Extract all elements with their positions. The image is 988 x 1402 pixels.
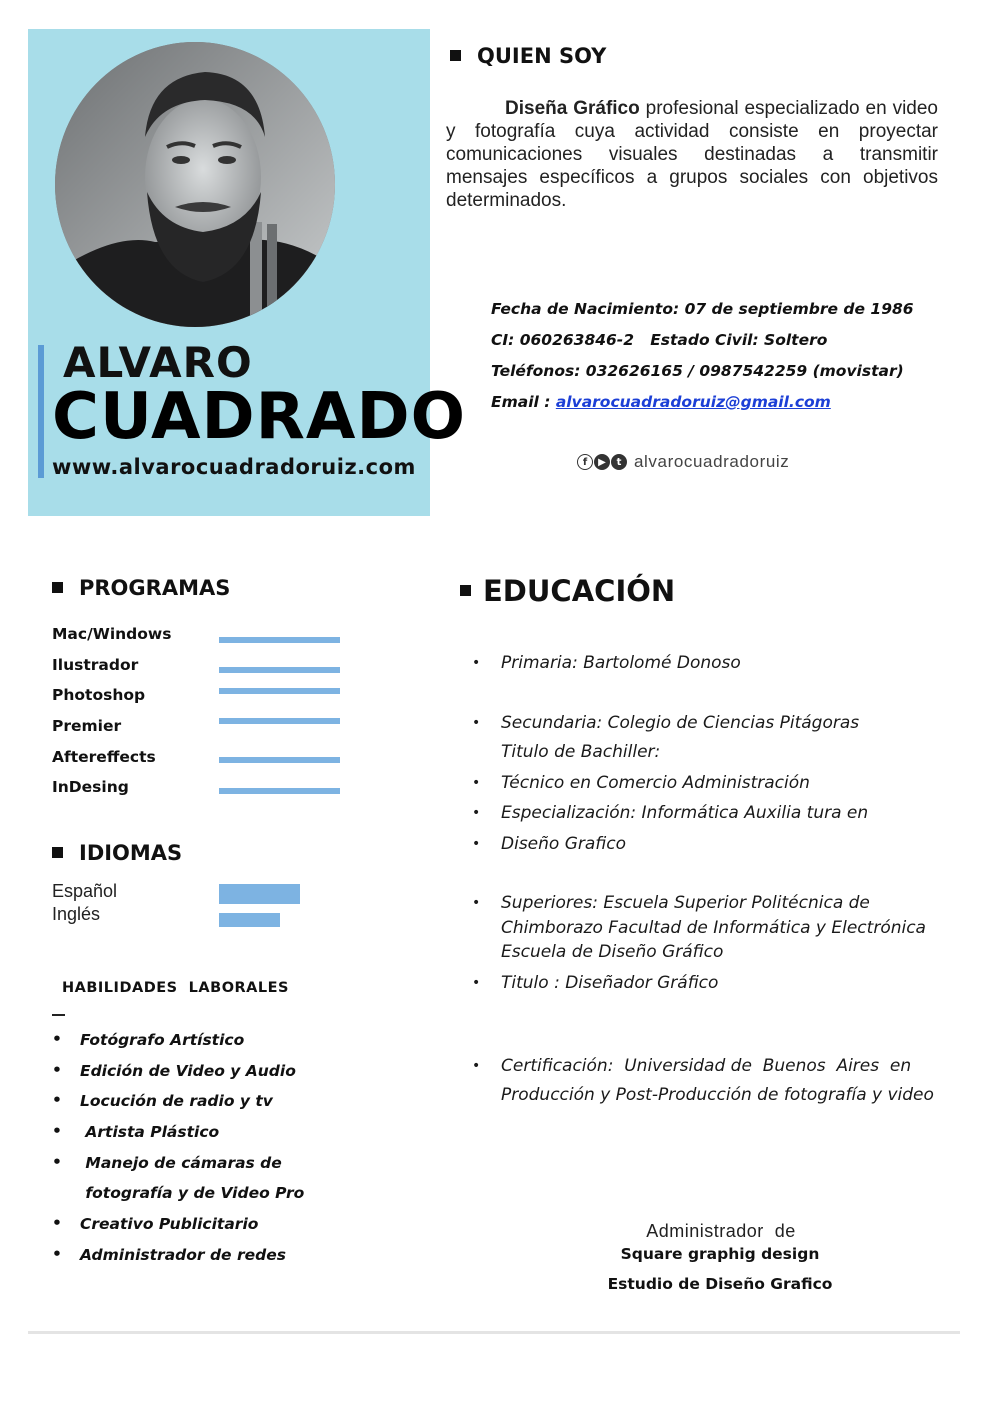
- skills-divider: [52, 1014, 65, 1016]
- program-row: [52, 656, 352, 676]
- program-label: Ilustrador: [52, 656, 139, 674]
- program-row: [52, 717, 352, 737]
- first-name: ALVARO: [63, 338, 253, 387]
- program-level-bar: [219, 688, 340, 694]
- email-label: Email :: [491, 393, 556, 411]
- email-row: [491, 387, 914, 418]
- bullet-icon: •: [472, 655, 481, 671]
- bullet-icon: •: [472, 775, 481, 791]
- website-link[interactable]: www.alvarocuadradoruiz.com: [52, 455, 416, 479]
- admin-role: Administrador de: [646, 1221, 796, 1241]
- language-label: Español: [52, 881, 118, 901]
- program-label: InDesing: [52, 778, 129, 796]
- section-square-icon: [460, 585, 471, 596]
- language-level-bar: [219, 913, 280, 927]
- language-label: Inglés: [52, 904, 101, 924]
- bullet-icon: •: [472, 836, 481, 852]
- section-square-icon: [450, 50, 461, 61]
- education-title-text: EDUCACIÓN: [483, 574, 676, 608]
- education-section-title: [460, 574, 675, 608]
- program-level-bar: [219, 788, 340, 794]
- bullet-icon: •: [52, 1091, 62, 1109]
- program-row: [52, 748, 352, 768]
- language-level-bar: [219, 884, 300, 904]
- program-level-bar: [219, 667, 340, 673]
- section-square-icon: [52, 582, 63, 593]
- social-handle[interactable]: alvarocuadradoruiz: [634, 452, 790, 471]
- languages-title-text: IDIOMAS: [79, 841, 183, 865]
- program-label: Premier: [52, 717, 122, 735]
- bullet-icon: •: [52, 1122, 62, 1140]
- name-accent-bar: [38, 345, 44, 478]
- languages-section-title: [52, 841, 182, 865]
- about-title-text: QUIEN SOY: [477, 44, 607, 68]
- admin-company: Square graphig design: [620, 1245, 820, 1263]
- program-level-bar: [219, 757, 340, 763]
- skills-section-title: HABILIDADES LABORALES: [62, 980, 289, 996]
- email-link[interactable]: alvarocuadradoruiz@gmail.com: [555, 393, 831, 411]
- program-row: [52, 686, 352, 706]
- profile-photo-image: [55, 42, 335, 327]
- footer-divider: [28, 1331, 960, 1334]
- youtube-icon[interactable]: ▶: [594, 454, 610, 470]
- last-name: CUADRADO: [52, 380, 466, 454]
- bullet-icon: •: [472, 1058, 481, 1074]
- social-links: [577, 452, 789, 472]
- bullet-icon: •: [52, 1153, 62, 1171]
- program-label: Aftereffects: [52, 748, 156, 766]
- about-paragraph: [446, 97, 938, 212]
- program-level-bar: [219, 637, 340, 643]
- bullet-icon: •: [472, 975, 481, 991]
- programs-title-text: PROGRAMAS: [79, 576, 231, 600]
- personal-info: [491, 294, 914, 418]
- program-level-bar: [219, 718, 340, 724]
- bullet-icon: •: [472, 895, 481, 911]
- twitter-icon[interactable]: t: [611, 454, 627, 470]
- bullet-icon: •: [52, 1061, 62, 1079]
- program-label: Photoshop: [52, 686, 146, 704]
- bullet-icon: •: [52, 1245, 62, 1263]
- phone-numbers: Teléfonos: 032626165 / 0987542259 (movistar): [491, 362, 904, 380]
- program-row: [52, 778, 352, 798]
- birth-date: Fecha de Nacimiento: 07 de septiembre de 1986: [491, 300, 914, 318]
- profile-photo: [55, 42, 335, 327]
- about-section-title: [450, 44, 606, 68]
- program-label: Mac/Windows: [52, 625, 172, 643]
- facebook-icon[interactable]: f: [577, 454, 593, 470]
- program-row: [52, 625, 352, 645]
- about-body: profesional especializado en video y fotografía cuya actividad consiste en proyectar comunicaciones visuales destinadas a transmitir mensajes específicos a grupos sociales con objetivos determinados.: [446, 98, 938, 211]
- about-lead: Diseña Gráfico: [505, 98, 640, 119]
- id-marital-status: CI: 060263846-2 Estado Civil: Soltero: [491, 331, 828, 349]
- section-square-icon: [52, 847, 63, 858]
- admin-studio: Estudio de Diseño Grafico: [607, 1275, 833, 1293]
- bullet-icon: •: [472, 805, 481, 821]
- bullet-icon: •: [52, 1214, 62, 1232]
- bullet-icon: •: [52, 1030, 62, 1048]
- programs-section-title: [52, 576, 230, 600]
- bullet-icon: •: [472, 715, 481, 731]
